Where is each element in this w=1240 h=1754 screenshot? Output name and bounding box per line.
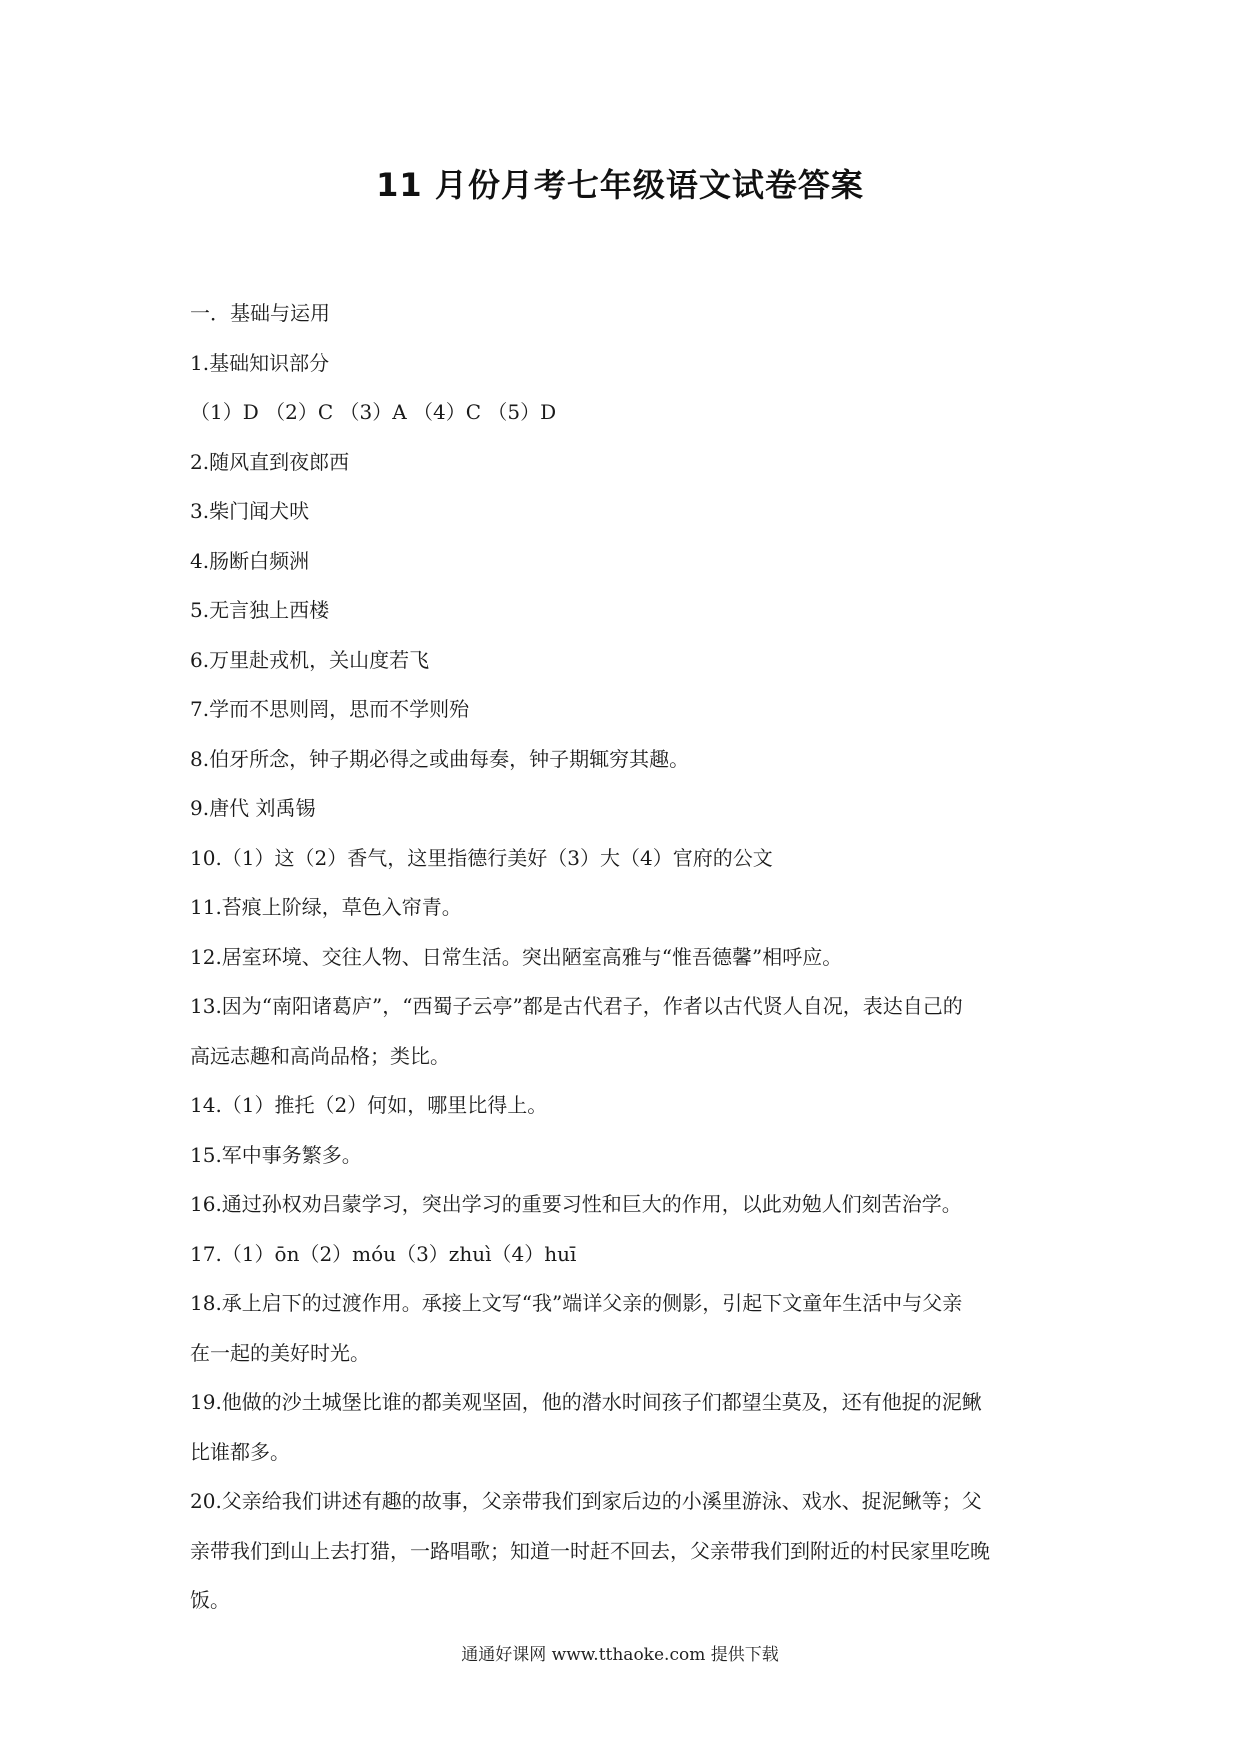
answer-line: 亲带我们到山上去打猎，一路唱歌；知道一时赶不回去，父亲带我们到附近的村民家里吃晚 — [190, 1538, 990, 1563]
answer-line: 18.承上启下的过渡作用。承接上文写“我”端详父亲的侧影，引起下文童年生活中与父亲 — [190, 1291, 963, 1315]
answer-line: 比谁都多。 — [190, 1439, 290, 1464]
answer-line: 12.居室环境、交往人物、日常生活。突出陋室高雅与“惟吾德馨”相呼应。 — [190, 944, 843, 969]
answer-line: 3.柴门闻犬吠 — [190, 499, 310, 523]
answer-line: 17.（1）ōn（2）móu（3）zhuì（4）huī — [190, 1241, 577, 1266]
answer-line: 20.父亲给我们讲述有趣的故事，父亲带我们到家后边的小溪里游泳、戏水、捉泥鳅等；父 — [190, 1489, 982, 1513]
answer-line: 14.（1）推托（2）何如，哪里比得上。 — [190, 1093, 548, 1117]
answer-line: 饭。 — [190, 1588, 230, 1612]
answer-line: 7.学而不思则罔，思而不学则殆 — [190, 697, 470, 721]
answer-line: 6.万里赴戎机，关山度若飞 — [190, 647, 430, 672]
answer-list — [190, 289, 1070, 1626]
answer-line: 高远志趣和高尚品格；类比。 — [190, 1043, 450, 1068]
answer-line: 在一起的美好时光。 — [190, 1340, 370, 1365]
answer-line: （1）D （2）C （3）A （4）C （5）D — [190, 400, 557, 424]
answer-line: 16.通过孙权劝吕蒙学习，突出学习的重要习性和巨大的作用，以此劝勉人们刻苦治学。 — [190, 1192, 962, 1216]
answer-line: 15.军中事务繁多。 — [190, 1142, 362, 1167]
answer-line: 9.唐代 刘禹锡 — [190, 796, 316, 820]
page-title: 11 月份月考七年级语文试卷答案 — [376, 166, 864, 204]
answer-line: 13.因为“南阳诸葛庐”，“西蜀子云亭”都是古代君子，作者以古代贤人自况，表达自己的 — [190, 994, 963, 1018]
section-heading: 一．基础与运用 — [190, 301, 330, 325]
answer-line: 5.无言独上西楼 — [190, 598, 330, 622]
answer-line: 10.（1）这（2）香气，这里指德行美好（3）大（4）官府的公文 — [190, 845, 773, 870]
footer-source-note: 通通好课网 www.tthaoke.com 提供下载 — [461, 1645, 779, 1665]
answer-line: 8.伯牙所念，钟子期必得之或曲每奏，钟子期辄穷其趣。 — [190, 746, 690, 771]
answer-line: 2.随风直到夜郎西 — [190, 449, 350, 474]
answer-line: 4.肠断白频洲 — [190, 548, 310, 573]
answer-line: 11.苔痕上阶绿，草色入帘青。 — [190, 895, 462, 919]
answer-line: 19.他做的沙土城堡比谁的都美观坚固，他的潜水时间孩子们都望尘莫及，还有他捉的泥鳅 — [190, 1390, 982, 1414]
answer-line: 1.基础知识部分 — [190, 350, 330, 375]
